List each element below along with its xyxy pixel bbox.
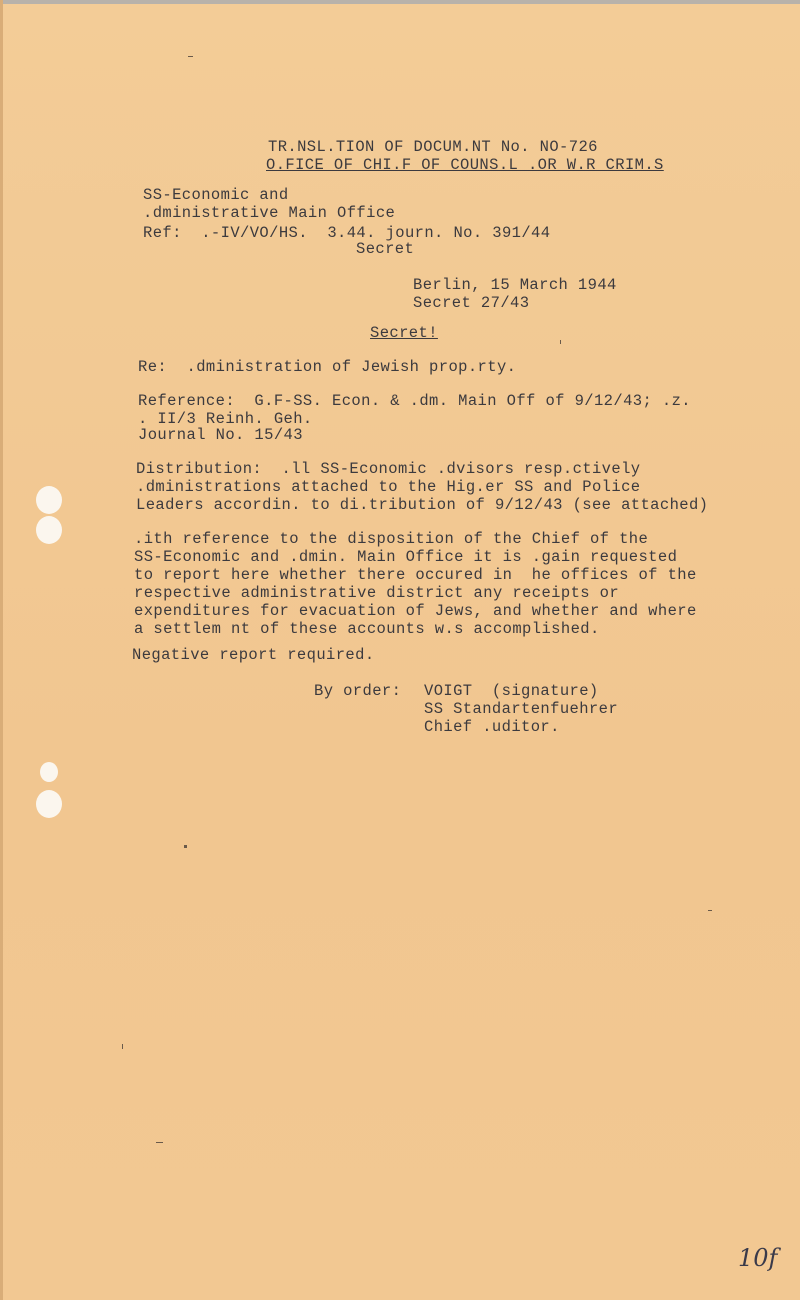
scan-speck [122, 1044, 123, 1049]
reference-line-3: Journal No. 15/43 [138, 426, 303, 444]
handwritten-page-number: 10f [738, 1244, 778, 1272]
body-line-3: to report here whether there occured in he offices of the [134, 566, 697, 584]
body-line-1: .ith reference to the disposition of the Chief of the [134, 530, 649, 548]
subject-line: Re: .dministration of Jewish prop.rty. [138, 358, 517, 376]
reference-line-2: . II/3 Reinh. Geh. [138, 410, 313, 428]
header-line-2: O.FICE OF CHI.F OF COUNS.L .OR W.R CRIM.S [266, 156, 664, 174]
secret-number: Secret 27/43 [413, 294, 530, 312]
reference-line-1: Reference: G.F-SS. Econ. & .dm. Main Off of 9/12/43; .z. [138, 392, 691, 410]
secret-label: Secret [356, 240, 415, 258]
by-order-label: By order: [314, 682, 402, 700]
header-line-1: TR.NSL.TION OF DOCUM.NT No. NO-726 [268, 138, 598, 156]
scan-speck [708, 910, 712, 911]
body-line-2: SS-Economic and .dmin. Main Office it is .gain requested [134, 548, 678, 566]
distribution-line-3: Leaders accordin. to di.tribution of 9/12/43 (see attached) [136, 496, 709, 514]
place-date: Berlin, 15 March 1944 [413, 276, 617, 294]
scan-speck [184, 845, 187, 848]
punch-hole [36, 486, 62, 514]
signatory-title: Chief .uditor. [424, 718, 560, 736]
body-line-4: respective administrative district any receipts or [134, 584, 620, 602]
punch-hole [40, 762, 58, 782]
sender-line-2: .dministrative Main Office [143, 204, 396, 222]
scan-left-edge [0, 0, 3, 1300]
distribution-line-1: Distribution: .ll SS-Economic .dvisors resp.ctively [136, 460, 641, 478]
distribution-line-2: .dministrations attached to the Hig.er SS and Police [136, 478, 641, 496]
scan-top-edge [0, 0, 800, 4]
scan-speck [188, 56, 193, 57]
sender-line-1: SS-Economic and [143, 186, 289, 204]
body-line-5: expenditures for evacuation of Jews, and whether and where [134, 602, 697, 620]
scan-speck [560, 340, 561, 344]
signatory-name: VOIGT (signature) [424, 682, 599, 700]
punch-hole [36, 516, 62, 544]
punch-hole [36, 790, 62, 818]
body-line-6: a settlem nt of these accounts w.s accomplished. [134, 620, 600, 638]
signatory-rank: SS Standartenfuehrer [424, 700, 619, 718]
scan-speck [156, 1142, 163, 1143]
negative-report-line: Negative report required. [132, 646, 375, 664]
reference-number: Ref: .-IV/VO/HS. 3.44. journ. No. 391/44 [143, 224, 551, 242]
classification: Secret! [370, 324, 438, 342]
